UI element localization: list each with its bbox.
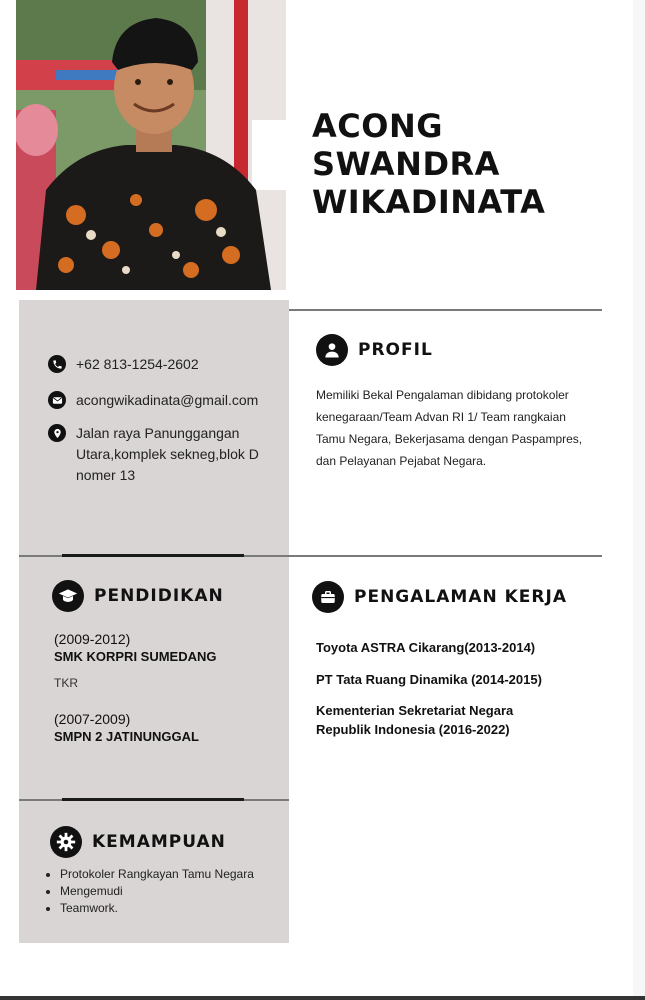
list-item: • Teamwork.	[60, 900, 290, 917]
skills-list	[44, 866, 290, 917]
education-years: (2009-2012)	[54, 631, 131, 647]
gear-icon	[50, 826, 82, 858]
address-text: Jalan raya Panunggangan Utara,komplek sekneg,blok D nomer 13	[76, 425, 259, 483]
person-icon	[316, 334, 348, 366]
education-entry-1	[54, 630, 217, 692]
list-item: • Mengemudi	[60, 883, 290, 900]
profile-photo	[16, 0, 286, 290]
bottom-bar	[0, 996, 645, 1000]
education-years: (2007-2009)	[54, 711, 131, 727]
profil-text: Memiliki Bekal Pengalaman dibidang protokoler kenegaraan/Team Advan RI 1/ Team rangkaian Tamu Negara, Bekerjasama dengan Paspampres, dan Pelayanan Pejabat Negara.	[316, 388, 583, 468]
page-edge	[633, 0, 645, 1000]
pengalaman-heading	[312, 581, 567, 613]
pengalaman-title: PENGALAMAN KERJA	[354, 587, 567, 607]
pendidikan-heading	[52, 580, 224, 612]
contact-address	[48, 423, 278, 486]
profile-photo-illustration	[16, 0, 286, 290]
name-line-3: WIKADINATA	[312, 183, 546, 221]
list-item: • Protokoler Rangkayan Tamu Negara	[60, 866, 290, 883]
phone-icon	[48, 355, 66, 373]
job-item-3: Kementerian Sekretariat Negara Republik Indonesia (2016-2022)	[316, 703, 514, 737]
email-address: acongwikadinata@gmail.com	[76, 392, 259, 408]
contact-phone	[48, 354, 199, 375]
profil-title: PROFIL	[358, 340, 433, 360]
education-entry-2	[54, 710, 199, 746]
email-icon	[48, 391, 66, 409]
name-line-2: SWANDRA	[312, 145, 500, 183]
phone-number: +62 813-1254-2602	[76, 356, 199, 372]
location-icon	[48, 424, 66, 442]
divider-top-right	[289, 309, 602, 311]
job-item-1: Toyota ASTRA Cikarang(2013-2014)	[316, 640, 536, 655]
briefcase-icon	[312, 581, 344, 613]
education-school: SMK KORPRI SUMEDANG	[54, 649, 217, 664]
job-item-2: PT Tata Ruang Dinamika (2014-2015)	[316, 672, 542, 687]
graduation-cap-icon	[52, 580, 84, 612]
profil-heading	[316, 334, 433, 366]
kemampuan-title: KEMAMPUAN	[92, 832, 226, 852]
pendidikan-title: PENDIDIKAN	[94, 586, 224, 606]
education-school: SMPN 2 JATINUNGGAL	[54, 729, 199, 744]
contact-email	[48, 390, 258, 411]
divider-lower-accent	[62, 798, 244, 801]
name-line-1: ACONG	[312, 107, 443, 145]
divider-middle-accent	[62, 554, 244, 557]
full-name	[312, 107, 545, 221]
kemampuan-heading	[50, 826, 226, 858]
education-major: TKR	[54, 676, 78, 690]
